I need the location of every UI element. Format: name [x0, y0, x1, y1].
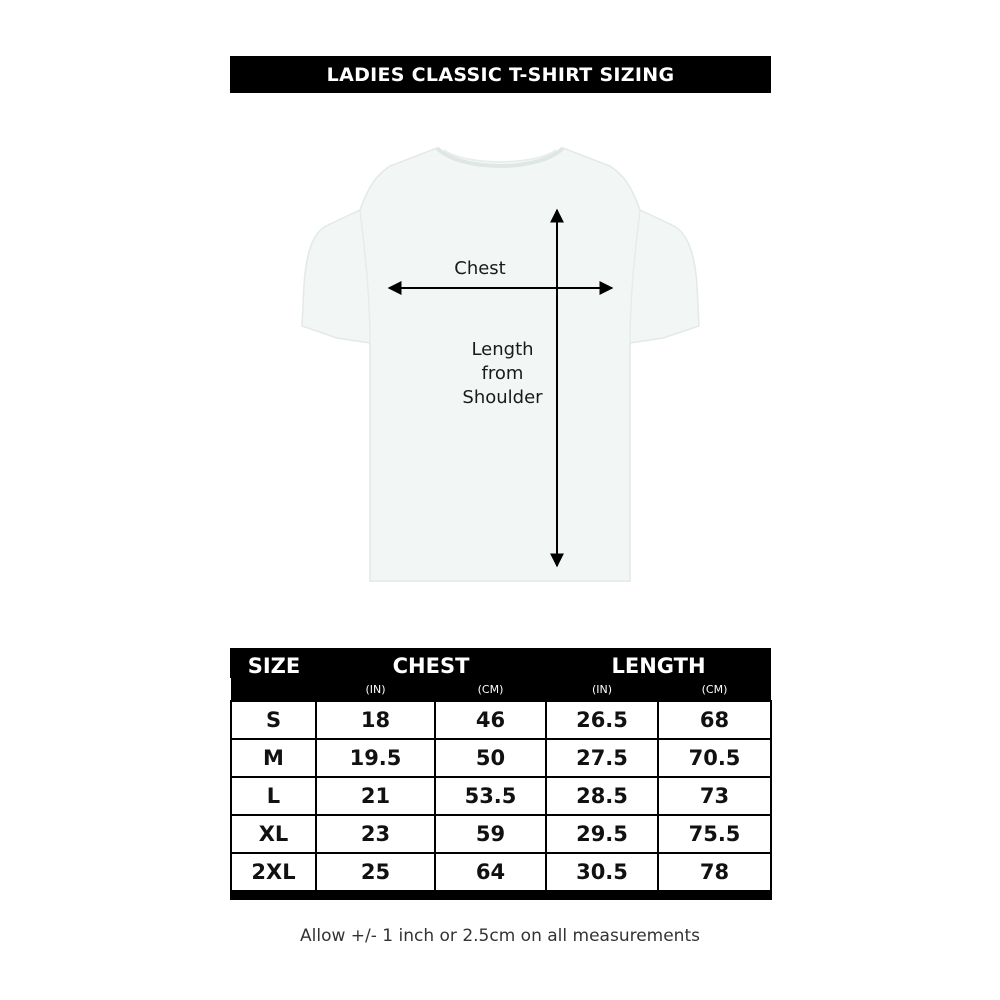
length-in-cell: 29.5 [546, 815, 658, 853]
chest-in-cell: 19.5 [316, 739, 435, 777]
table-header-row [231, 648, 771, 678]
length-label-line: Shoulder [462, 387, 543, 408]
chest-in-cell: 25 [316, 853, 435, 895]
table-units-row [231, 678, 771, 701]
length-in-cell: 28.5 [546, 777, 658, 815]
table-row [231, 815, 771, 853]
table-row [231, 777, 771, 815]
table-row [231, 701, 771, 739]
length-cm-cell: 78 [658, 853, 771, 895]
size-header: SIZE [231, 648, 316, 678]
length-cm-cell: 70.5 [658, 739, 771, 777]
length-label-line: from [481, 363, 524, 384]
chest-cm-cell: 64 [435, 853, 546, 895]
measurement-note: Allow +/- 1 inch or 2.5cm on all measurements [300, 926, 700, 946]
chest-in-cell: 23 [316, 815, 435, 853]
chest-in-cell: 18 [316, 701, 435, 739]
page-title: LADIES CLASSIC T-SHIRT SIZING [230, 56, 771, 93]
length-in-header: (IN) [546, 678, 658, 701]
chest-cm-cell: 50 [435, 739, 546, 777]
table-row [231, 739, 771, 777]
chest-cm-cell: 59 [435, 815, 546, 853]
length-cm-cell: 75.5 [658, 815, 771, 853]
size-cell: 2XL [231, 853, 316, 895]
length-label [440, 338, 565, 410]
table-row [231, 853, 771, 895]
chest-cm-cell: 46 [435, 701, 546, 739]
chest-cm-cell: 53.5 [435, 777, 546, 815]
size-cell: S [231, 701, 316, 739]
length-cm-cell: 73 [658, 777, 771, 815]
length-in-cell: 26.5 [546, 701, 658, 739]
length-cm-cell: 68 [658, 701, 771, 739]
size-cell: M [231, 739, 316, 777]
chest-in-header: (IN) [316, 678, 435, 701]
chest-cm-header: (CM) [435, 678, 546, 701]
chest-label: Chest [454, 258, 506, 279]
length-cm-header: (CM) [658, 678, 771, 701]
length-header: LENGTH [546, 648, 771, 678]
size-cell: XL [231, 815, 316, 853]
size-unit-header [231, 678, 316, 701]
chest-header: CHEST [316, 648, 546, 678]
length-label-line: Length [471, 339, 534, 360]
size-cell: L [231, 777, 316, 815]
length-in-cell: 30.5 [546, 853, 658, 895]
chest-in-cell: 21 [316, 777, 435, 815]
length-in-cell: 27.5 [546, 739, 658, 777]
size-chart-table [230, 648, 772, 900]
